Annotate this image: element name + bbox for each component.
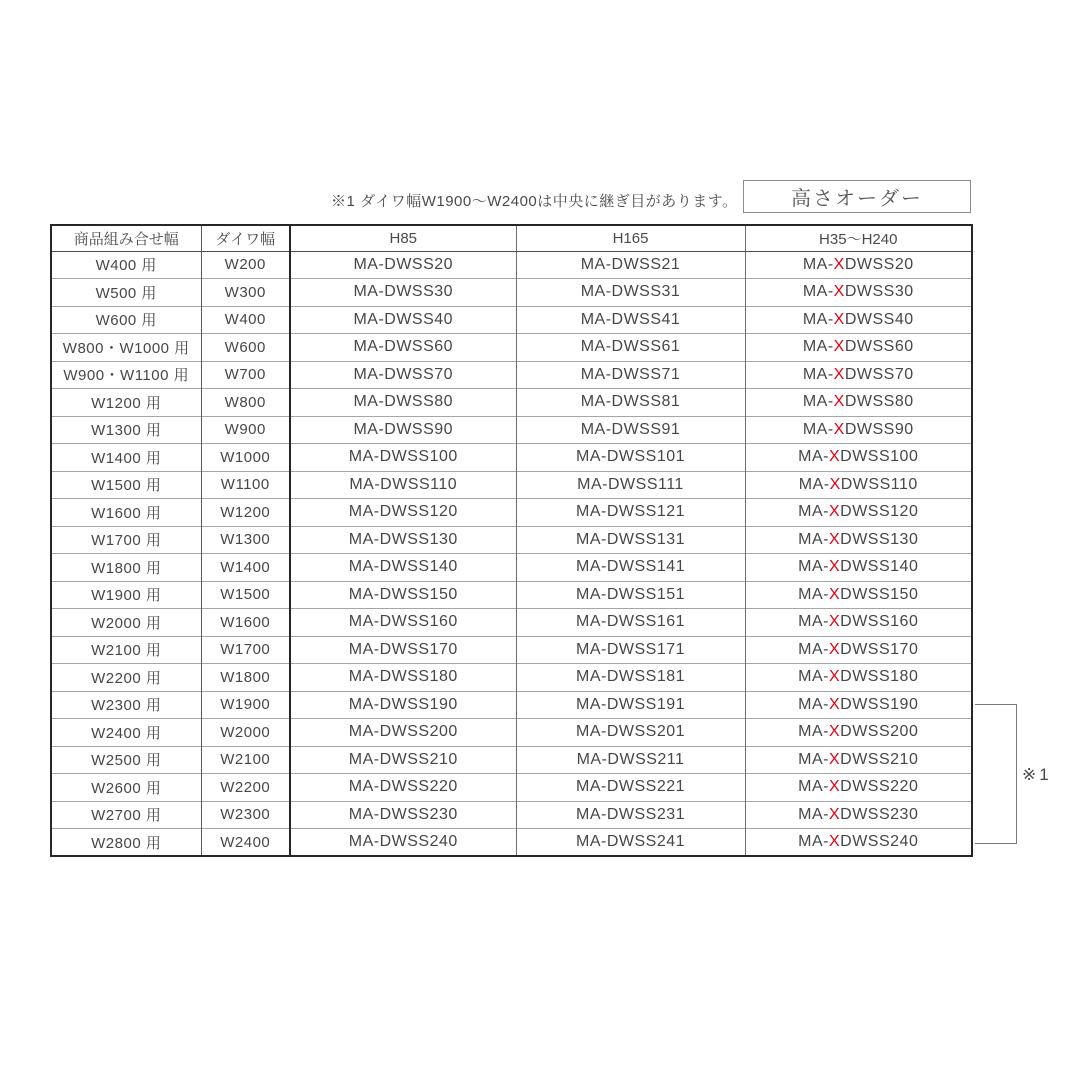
cell-product-width: W1300 用 <box>51 416 201 444</box>
table-row <box>51 554 972 582</box>
cell-product-width: W1400 用 <box>51 444 201 472</box>
cell-daiwa-width: W1000 <box>201 444 290 472</box>
table-row <box>51 471 972 499</box>
cell-h85: MA-DWSS200 <box>290 719 516 747</box>
cell-h-order: MA-XDWSS220 <box>745 774 972 802</box>
cell-h-order: MA-XDWSS60 <box>745 334 972 362</box>
table-row <box>51 334 972 362</box>
cell-h-order: MA-XDWSS230 <box>745 801 972 829</box>
cell-h165: MA-DWSS231 <box>516 801 745 829</box>
red-x-highlight: X <box>828 778 841 796</box>
cell-h85: MA-DWSS180 <box>290 664 516 692</box>
header-h-order: H35～H240 <box>745 225 972 251</box>
cell-h85: MA-DWSS70 <box>290 361 516 389</box>
cell-h-order: MA-XDWSS100 <box>745 444 972 472</box>
table-row <box>51 526 972 554</box>
red-x-highlight: X <box>833 310 845 328</box>
cell-h165: MA-DWSS41 <box>516 306 745 334</box>
cell-h165: MA-DWSS81 <box>516 389 745 417</box>
red-x-highlight: X <box>833 283 845 301</box>
red-x-highlight: X <box>828 668 841 686</box>
cell-h165: MA-DWSS91 <box>516 416 745 444</box>
cell-h-order: MA-XDWSS80 <box>745 389 972 417</box>
cell-h165: MA-DWSS141 <box>516 554 745 582</box>
cell-product-width: W1900 用 <box>51 581 201 609</box>
cell-h-order: MA-XDWSS200 <box>745 719 972 747</box>
cell-h-order: MA-XDWSS110 <box>745 471 972 499</box>
cell-h165: MA-DWSS121 <box>516 499 745 527</box>
cell-product-width: W1800 用 <box>51 554 201 582</box>
cell-daiwa-width: W1500 <box>201 581 290 609</box>
red-x-highlight: X <box>828 558 841 576</box>
table-row <box>51 389 972 417</box>
cell-h165: MA-DWSS181 <box>516 664 745 692</box>
cell-daiwa-width: W2400 <box>201 829 290 857</box>
cell-h165: MA-DWSS241 <box>516 829 745 857</box>
cell-h85: MA-DWSS60 <box>290 334 516 362</box>
cell-h85: MA-DWSS30 <box>290 279 516 307</box>
footnote-text: ※1 ダイワ幅W1900～W2400は中央に継ぎ目があります。 <box>331 193 738 210</box>
cell-h165: MA-DWSS131 <box>516 526 745 554</box>
table-row <box>51 416 972 444</box>
cell-product-width: W2600 用 <box>51 774 201 802</box>
red-x-highlight: X <box>828 640 841 658</box>
cell-h165: MA-DWSS211 <box>516 746 745 774</box>
cell-product-width: W1700 用 <box>51 526 201 554</box>
table-row <box>51 361 972 389</box>
cell-product-width: W1600 用 <box>51 499 201 527</box>
cell-h85: MA-DWSS130 <box>290 526 516 554</box>
cell-daiwa-width: W300 <box>201 279 290 307</box>
table-row <box>51 581 972 609</box>
cell-daiwa-width: W800 <box>201 389 290 417</box>
red-x-highlight: X <box>828 503 841 521</box>
red-x-highlight: X <box>828 723 841 741</box>
red-x-highlight: X <box>833 393 845 411</box>
cell-daiwa-width: W200 <box>201 251 290 279</box>
cell-h165: MA-DWSS101 <box>516 444 745 472</box>
header-row <box>51 225 972 251</box>
cell-h85: MA-DWSS220 <box>290 774 516 802</box>
cell-h85: MA-DWSS170 <box>290 636 516 664</box>
cell-daiwa-width: W400 <box>201 306 290 334</box>
cell-daiwa-width: W1700 <box>201 636 290 664</box>
table-row <box>51 746 972 774</box>
table-row <box>51 279 972 307</box>
cell-product-width: W1200 用 <box>51 389 201 417</box>
table-row <box>51 664 972 692</box>
cell-h-order: MA-XDWSS40 <box>745 306 972 334</box>
cell-h-order: MA-XDWSS70 <box>745 361 972 389</box>
cell-h165: MA-DWSS161 <box>516 609 745 637</box>
cell-product-width: W2000 用 <box>51 609 201 637</box>
cell-product-width: W900・W1100 用 <box>51 361 201 389</box>
cell-h-order: MA-XDWSS160 <box>745 609 972 637</box>
red-x-highlight: X <box>828 613 841 631</box>
table-row <box>51 801 972 829</box>
red-x-highlight: X <box>828 805 841 823</box>
table-row <box>51 691 972 719</box>
cell-h-order: MA-XDWSS170 <box>745 636 972 664</box>
cell-h85: MA-DWSS20 <box>290 251 516 279</box>
red-x-highlight: X <box>829 475 841 493</box>
red-x-highlight: X <box>828 530 841 548</box>
cell-daiwa-width: W1800 <box>201 664 290 692</box>
table-row <box>51 774 972 802</box>
cell-h-order: MA-XDWSS130 <box>745 526 972 554</box>
cell-daiwa-width: W2300 <box>201 801 290 829</box>
cell-product-width: W400 用 <box>51 251 201 279</box>
cell-h85: MA-DWSS240 <box>290 829 516 857</box>
cell-h85: MA-DWSS90 <box>290 416 516 444</box>
cell-h-order: MA-XDWSS150 <box>745 581 972 609</box>
cell-h85: MA-DWSS210 <box>290 746 516 774</box>
cell-h-order: MA-XDWSS20 <box>745 251 972 279</box>
height-order-box <box>743 180 971 213</box>
bracket-label: ※1 <box>1022 765 1052 784</box>
cell-daiwa-width: W1400 <box>201 554 290 582</box>
cell-h-order: MA-XDWSS180 <box>745 664 972 692</box>
cell-h85: MA-DWSS120 <box>290 499 516 527</box>
cell-h-order: MA-XDWSS240 <box>745 829 972 857</box>
cell-h-order: MA-XDWSS190 <box>745 691 972 719</box>
cell-h165: MA-DWSS221 <box>516 774 745 802</box>
cell-h85: MA-DWSS40 <box>290 306 516 334</box>
cell-product-width: W500 用 <box>51 279 201 307</box>
header-product-width: 商品組み合せ幅 <box>51 225 201 251</box>
cell-daiwa-width: W2200 <box>201 774 290 802</box>
spec-table-body <box>51 251 972 856</box>
cell-product-width: W2400 用 <box>51 719 201 747</box>
red-x-highlight: X <box>833 338 845 356</box>
red-x-highlight: X <box>833 255 845 273</box>
cell-product-width: W2500 用 <box>51 746 201 774</box>
cell-h165: MA-DWSS31 <box>516 279 745 307</box>
cell-h165: MA-DWSS61 <box>516 334 745 362</box>
cell-h165: MA-DWSS201 <box>516 719 745 747</box>
range-bracket <box>975 704 1017 844</box>
cell-h85: MA-DWSS110 <box>290 471 516 499</box>
cell-daiwa-width: W700 <box>201 361 290 389</box>
cell-daiwa-width: W900 <box>201 416 290 444</box>
cell-h85: MA-DWSS100 <box>290 444 516 472</box>
header-h85: H85 <box>290 225 516 251</box>
cell-product-width: W2700 用 <box>51 801 201 829</box>
cell-h165: MA-DWSS71 <box>516 361 745 389</box>
cell-h85: MA-DWSS150 <box>290 581 516 609</box>
red-x-highlight: X <box>828 695 841 713</box>
red-x-highlight: X <box>828 585 841 603</box>
cell-h-order: MA-XDWSS30 <box>745 279 972 307</box>
cell-daiwa-width: W1300 <box>201 526 290 554</box>
cell-h165: MA-DWSS21 <box>516 251 745 279</box>
cell-h-order: MA-XDWSS120 <box>745 499 972 527</box>
table-row <box>51 444 972 472</box>
red-x-highlight: X <box>828 448 841 466</box>
cell-h165: MA-DWSS191 <box>516 691 745 719</box>
cell-daiwa-width: W1900 <box>201 691 290 719</box>
cell-h85: MA-DWSS230 <box>290 801 516 829</box>
cell-product-width: W1500 用 <box>51 471 201 499</box>
cell-h85: MA-DWSS160 <box>290 609 516 637</box>
cell-h-order: MA-XDWSS210 <box>745 746 972 774</box>
table-row <box>51 499 972 527</box>
cell-h165: MA-DWSS171 <box>516 636 745 664</box>
red-x-highlight: X <box>828 750 841 768</box>
cell-h85: MA-DWSS80 <box>290 389 516 417</box>
table-row <box>51 829 972 857</box>
cell-product-width: W2300 用 <box>51 691 201 719</box>
red-x-highlight: X <box>833 420 845 438</box>
cell-h165: MA-DWSS111 <box>516 471 745 499</box>
cell-daiwa-width: W1200 <box>201 499 290 527</box>
cell-h165: MA-DWSS151 <box>516 581 745 609</box>
cell-h-order: MA-XDWSS140 <box>745 554 972 582</box>
header-h165: H165 <box>516 225 745 251</box>
cell-product-width: W800・W1000 用 <box>51 334 201 362</box>
cell-product-width: W600 用 <box>51 306 201 334</box>
table-row <box>51 609 972 637</box>
height-order-label: 高さオーダー <box>791 188 923 210</box>
cell-daiwa-width: W1600 <box>201 609 290 637</box>
cell-product-width: W2200 用 <box>51 664 201 692</box>
cell-product-width: W2100 用 <box>51 636 201 664</box>
table-row <box>51 306 972 334</box>
cell-product-width: W2800 用 <box>51 829 201 857</box>
cell-daiwa-width: W2000 <box>201 719 290 747</box>
cell-daiwa-width: W2100 <box>201 746 290 774</box>
cell-h85: MA-DWSS140 <box>290 554 516 582</box>
table-row <box>51 636 972 664</box>
cell-h-order: MA-XDWSS90 <box>745 416 972 444</box>
header-daiwa-width: ダイワ幅 <box>201 225 290 251</box>
cell-h85: MA-DWSS190 <box>290 691 516 719</box>
spec-table <box>50 224 973 857</box>
red-x-highlight: X <box>833 365 845 383</box>
red-x-highlight: X <box>828 833 841 850</box>
table-row <box>51 251 972 279</box>
cell-daiwa-width: W1100 <box>201 471 290 499</box>
table-row <box>51 719 972 747</box>
cell-daiwa-width: W600 <box>201 334 290 362</box>
